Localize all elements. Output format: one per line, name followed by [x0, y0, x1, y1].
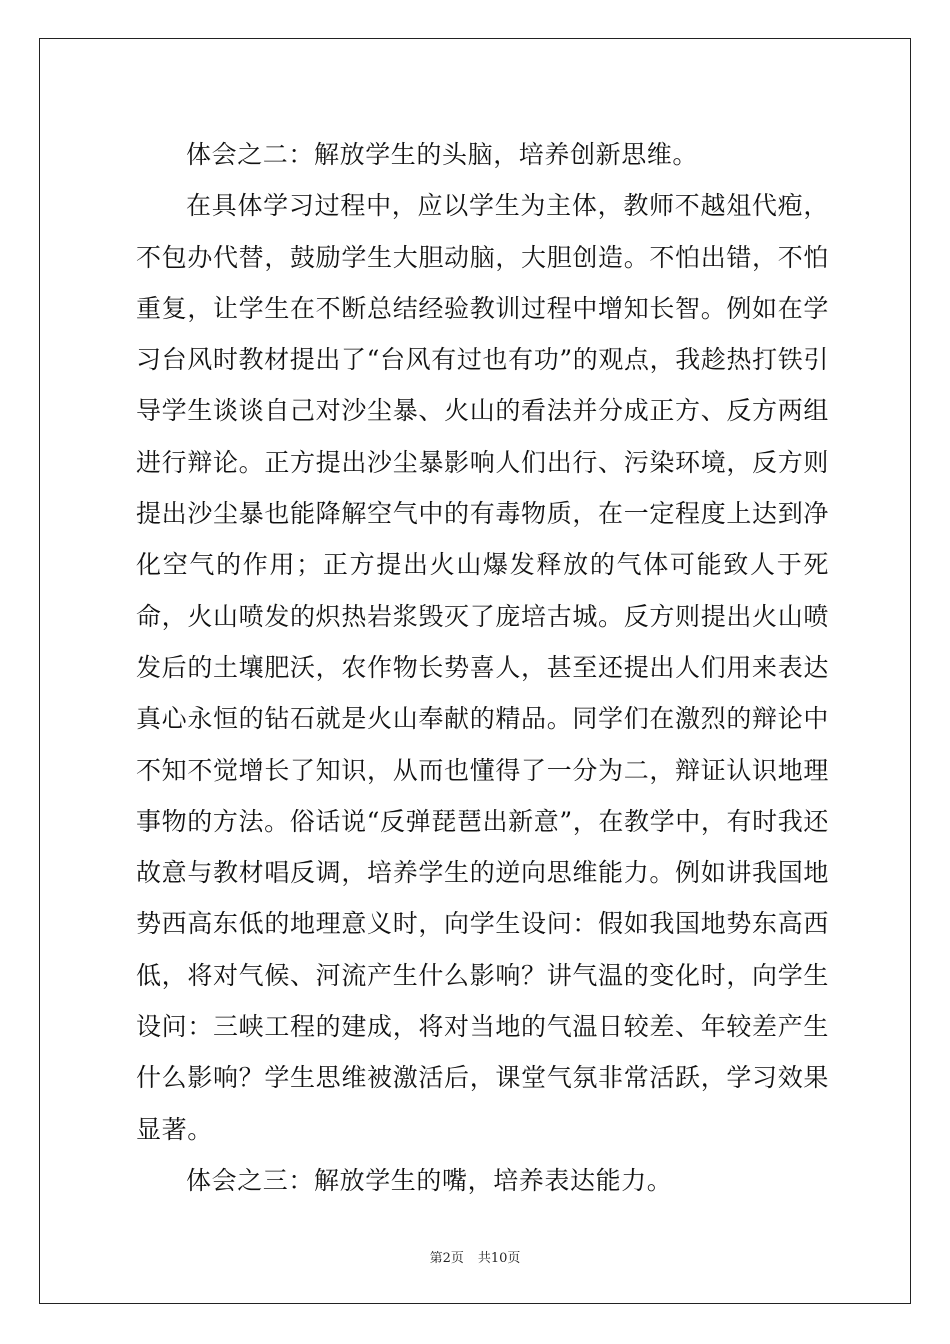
document-body: [136, 129, 829, 1206]
heading-paragraph-2: 体会之二：解放学生的头脑，培养创新思维。: [186, 140, 699, 169]
heading-paragraph-3: 体会之三：解放学生的嘴，培养表达能力。: [186, 1165, 673, 1195]
page-footer: [0, 1247, 950, 1266]
body-paragraph: 在具体学习过程中，应以学生为主体，教师不越俎代疱，不包办代替，鼓励学生大胆动脑，大胆创造。不怕出错，不怕重复，让学生在不断总结经验教训过程中增知长智。例如在学习台风时教材提出了“台风有过也有功”的观点，我趁热打铁引导学生谈谈自己对沙尘暴、火山的看法并分成正方、反方两组进行辩论。正方提出沙尘暴影响人们出行、污染环境，反方则提出沙尘暴也能降解空气中的有毒物质，在一定程度上达到净化空气的作用；正方提出火山爆发释放的气体可能致人于死命，火山喷发的炽热岩浆毁灭了庞培古城。反方则提出火山喷发后的土壤肥沃，农作物长势喜人，甚至还提出人们用来表达真心永恒的钻石就是火山奉献的精品。同学们在激烈的辩论中不知不觉增长了知识，从而也懂得了一分为二，辩证认识地理事物的方法。俗话说“反弹琵琶出新意”，在教学中，有时我还故意与教材唱反调，培养学生的逆向思维能力。例如讲我国地势西高东低的地理意义时，向学生设问：假如我国地势东高西低，将对气候、河流产生什么影响？讲气温的变化时，向学生设问：三峡工程的建成，将对当地的气温日较差、年较差产生什么影响？学生思维被激活后，课堂气氛非常活跃，学习效果显著。: [136, 191, 829, 1144]
page-number: 第2页: [429, 1251, 464, 1266]
page-total: 共10页: [477, 1251, 521, 1266]
